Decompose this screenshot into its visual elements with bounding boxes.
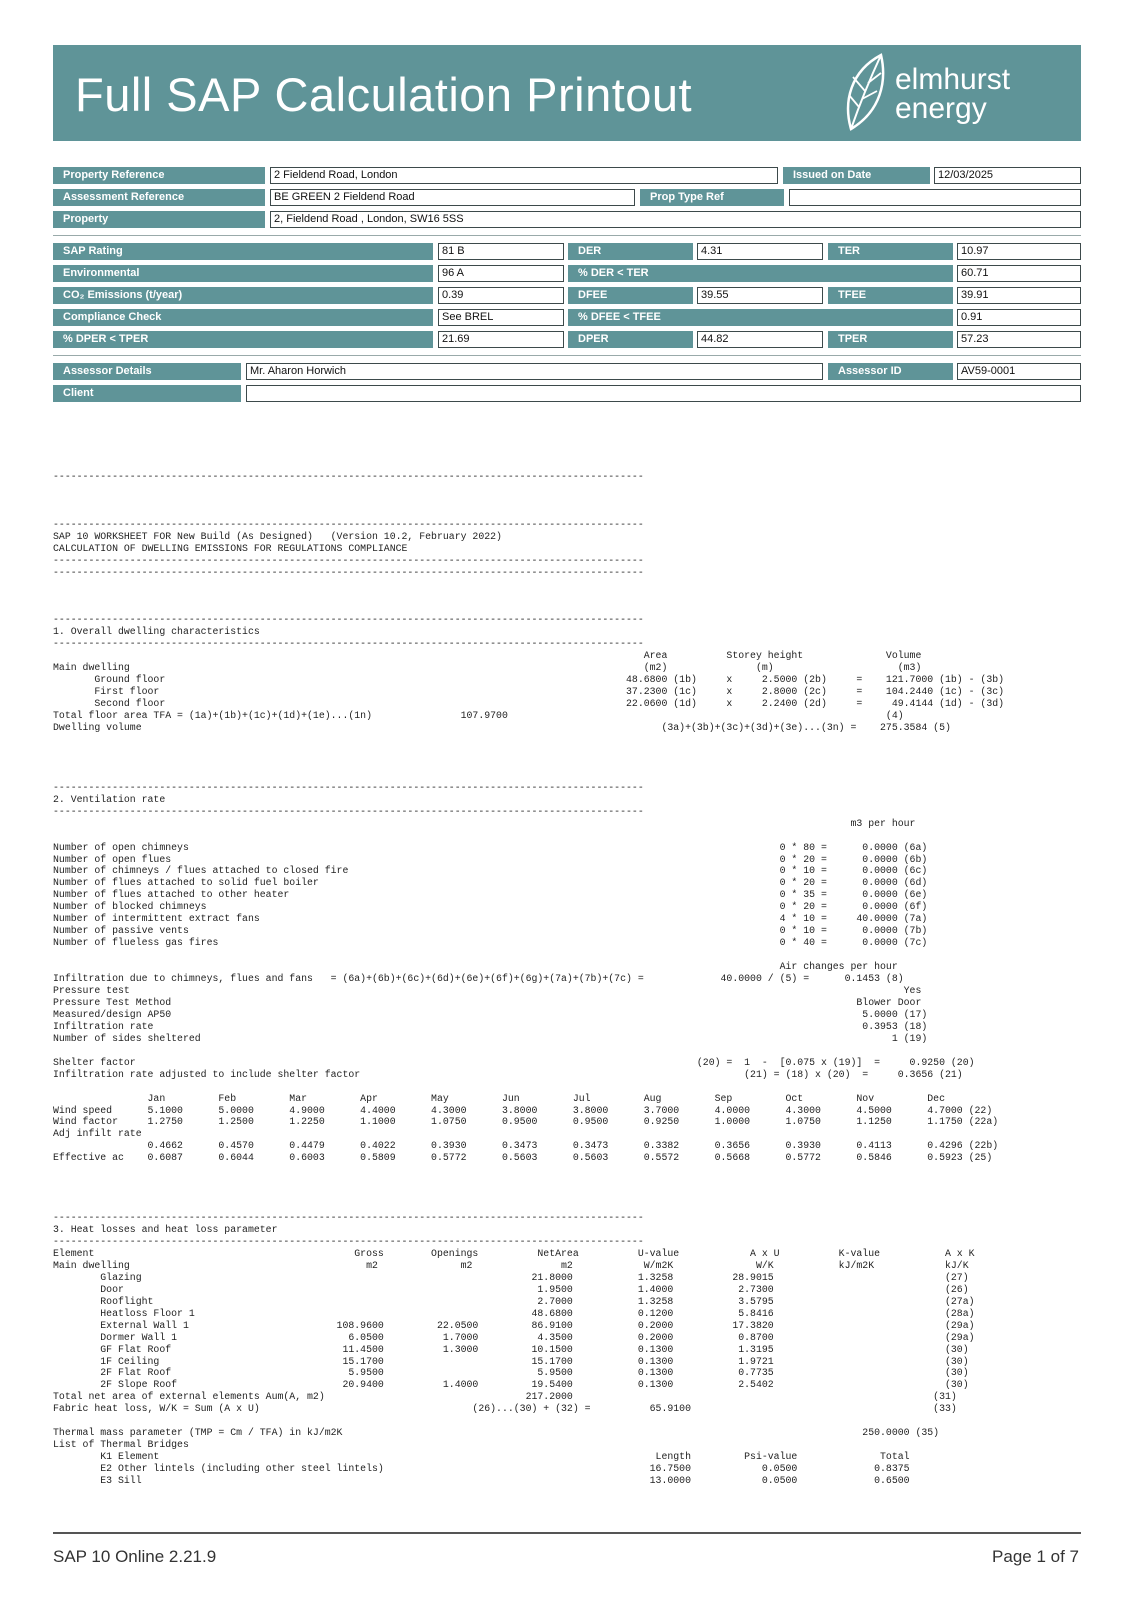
footer-divider: [53, 1532, 1081, 1534]
logo-line-1: elmhurst: [895, 63, 1011, 96]
environmental-label: Environmental: [53, 265, 433, 282]
ter-label: TER: [828, 243, 953, 260]
dper-value: 44.82: [697, 331, 823, 348]
environmental-value: 96 A: [438, 265, 564, 282]
co2-emissions-label: CO₂ Emissions (t/year): [53, 287, 433, 304]
issued-on-date-value: 12/03/2025: [934, 167, 1081, 184]
sap-rating-value: 81 B: [438, 243, 564, 260]
footer-page-number: Page 1 of 7: [992, 1547, 1079, 1566]
property-value: 2, Fieldend Road , London, SW16 5SS: [270, 211, 1081, 228]
assessor-id-label: Assessor ID: [828, 363, 953, 380]
leaf-icon: [841, 51, 891, 135]
assessor-details-value: Mr. Aharon Horwich: [246, 363, 823, 380]
property-label: Property: [53, 211, 265, 228]
page-title: Full SAP Calculation Printout: [75, 68, 693, 121]
assessor-id-value: AV59-0001: [957, 363, 1081, 380]
divider: [53, 355, 1081, 356]
compliance-check-label: Compliance Check: [53, 309, 433, 326]
percent-dper-tper-value: 21.69: [438, 331, 564, 348]
percent-dfee-tfee-label: % DFEE < TFEE: [568, 309, 953, 326]
percent-dper-tper-label: % DPER < TPER: [53, 331, 433, 348]
tfee-value: 39.91: [957, 287, 1081, 304]
der-value: 4.31: [697, 243, 823, 260]
tper-value: 57.23: [957, 331, 1081, 348]
assessment-reference-label: Assessment Reference: [53, 189, 265, 206]
client-label: Client: [53, 385, 241, 402]
logo-line-2: energy: [895, 92, 987, 125]
elmhurst-logo: [841, 51, 1041, 135]
assessor-details-label: Assessor Details: [53, 363, 241, 380]
sap-worksheet: ---------------------------------------------------------------------------------------------------- ---------------------------------------------------------------------------------------------------- SAP 10 WORKSHEET FOR New Build (As Designed) (Version 10.2, February 2022) CALCULATION OF DWELLING EMISSIONS FOR REGULATIONS COMPLIANCE ---------------------------------------------------------------------------------------------------- ---------------------------------------------------------------------------------------------------- ---------------------------------------------------------------------------------------------------- 1. Overall dwelling characteristics ---------------------------------------------------------------------------------------------------- Area Storey height Volume Main dwelling (m2) (m) (m3) Ground floor 48.6800 (1b) x 2.5000 (2b) = 121.7000 (1b) - (3b) First floor 37.2300 (1c) x 2.8000 (2c) = 104.2440 (1c) - (3c) Second floor 22.0600 (1d) x 2.2400 (2d) = 49.4144 (1d) - (3d) Total floor area TFA = (1a)+(1b)+(1c)+(1d)+(1e)...(1n) 107.9700 (4) Dwelling volume (3a)+(3b)+(3c)+(3d)+(3e)...(3n) = 275.3584 (5) ---------------------------------------------------------------------------------------------------- 2. Ventilation rate ---------------------------------------------------------------------------------------------------- m3 per hour Number of open chimneys 0 * 80 = 0.0000 (6a) Number of open flues 0 * 20 = 0.0000 (6b) Number of chimneys / flues attached to closed fire 0 * 10 = 0.0000 (6c) Number of flues attached to solid fuel boiler 0 * 20 = 0.0000 (6d) Number of flues attached to other heater 0 * 35 = 0.0000 (6e) Number of blocked chimneys 0 * 20 = 0.0000 (6f) Number of intermittent extract fans 4 * 10 = 40.0000 (7a) Number of passive vents 0 * 10 = 0.0000 (7b) Number of flueless gas fires 0 * 40 = 0.0000 (7c) Air changes per hour Infiltration due to chimneys, flues and fans = (6a)+(6b)+(6c)+(6d)+(6e)+(6f)+(6g)+(7a)+(7b)+(7c) = 40.0000 / (5) = 0.1453 (8) Pressure test Yes Pressure Test Method Blower Door Measured/design AP50 5.0000 (17) Infiltration rate 0.3953 (18) Number of sides sheltered 1 (19) Shelter factor (20) = 1 - [0.075 x (19)] = 0.9250 (20) Infiltration rate adjusted to include shelter factor (21) = (18) x (20) = 0.3656 (21) Jan Feb Mar Apr May Jun Jul Aug Sep Oct Nov Dec Wind speed 5.1000 5.0000 4.9000 4.4000 4.3000 3.8000 3.8000 3.7000 4.0000 4.3000 4.5000 4.7000 (22) Wind factor 1.2750 1.2500 1.2250 1.1000 1.0750 0.9500 0.9500 0.9250 1.0000 1.0750 1.1250 1.1750 (22a) Adj infilt rate 0.4662 0.4570 0.4479 0.4022 0.3930 0.3473 0.3473 0.3382 0.3656 0.3930 0.4113 0.4296 (22b) Effective ac 0.6087 0.6044 0.6003 0.5809 0.5772 0.5603 0.5603 0.5572 0.5668 0.5772 0.5846 0.5923 (25) ---------------------------------------------------------------------------------------------------- 3. Heat losses and heat loss parameter ---------------------------------------------------------------------------------------------------- Element Gross Openings NetArea U-value A x U K-value A x K Main dwelling m2 m2 m2 W/m2K W/K kJ/m2K kJ/K Glazing 21.8000 1.3258 28.9015 (27) Door 1.9500 1.4000 2.7300 (26) Rooflight 2.7000 1.3258 3.5795 (27a) Heatloss Floor 1 48.6800 0.1200 5.8416 (28a) External Wall 1 108.9600 22.0500 86.9100 0.2000 17.3820 (29a) Dormer Wall 1 6.0500 1.7000 4.3500 0.2000 0.8700 (29a) GF Flat Roof 11.4500 1.3000 10.1500 0.1300 1.3195 (30) 1F Ceiling 15.1700 15.1700 0.1300 1.9721 (30) 2F Flat Roof 5.9500 5.9500 0.1300 0.7735 (30) 2F Slope Roof 20.9400 1.4000 19.5400 0.1300 2.5402 (30) Total net area of external elements Aum(A, m2) 217.2000 (31) Fabric heat loss, W/K = Sum (A x U) (26)...(30) + (32) = 65.9100 (33) Thermal mass parameter (TMP = Cm / TFA) in kJ/m2K 250.0000 (35) List of Thermal Bridges K1 Element Length Psi-value Total E2 Other lintels (including other steel lintels) 16.7500 0.0500 0.8375 E3 Sill 13.0000 0.0500 0.6500: [53, 471, 1005, 1487]
ter-value: 10.97: [957, 243, 1081, 260]
co2-emissions-value: 0.39: [438, 287, 564, 304]
tfee-label: TFEE: [828, 287, 953, 304]
property-reference-label: Property Reference: [53, 167, 265, 184]
logo-text: [895, 65, 1010, 123]
property-reference-value: 2 Fieldend Road, London: [270, 167, 778, 184]
percent-der-ter-value: 60.71: [957, 265, 1081, 282]
tper-label: TPER: [828, 331, 953, 348]
issued-on-date-label: Issued on Date: [783, 167, 930, 184]
dper-label: DPER: [568, 331, 693, 348]
assessment-reference-value: BE GREEN 2 Fieldend Road: [270, 189, 635, 206]
dfee-label: DFEE: [568, 287, 693, 304]
client-value: [246, 385, 1081, 402]
header-banner: [53, 45, 1081, 141]
percent-der-ter-label: % DER < TER: [568, 265, 953, 282]
dfee-value: 39.55: [697, 287, 823, 304]
prop-type-ref-label: Prop Type Ref: [640, 189, 784, 206]
compliance-check-value: See BREL: [438, 309, 564, 326]
sap-rating-label: SAP Rating: [53, 243, 433, 260]
divider: [53, 235, 1081, 236]
prop-type-ref-value: [789, 189, 1081, 206]
footer-software-version: SAP 10 Online 2.21.9: [53, 1547, 217, 1566]
der-label: DER: [568, 243, 693, 260]
percent-dfee-tfee-value: 0.91: [957, 309, 1081, 326]
